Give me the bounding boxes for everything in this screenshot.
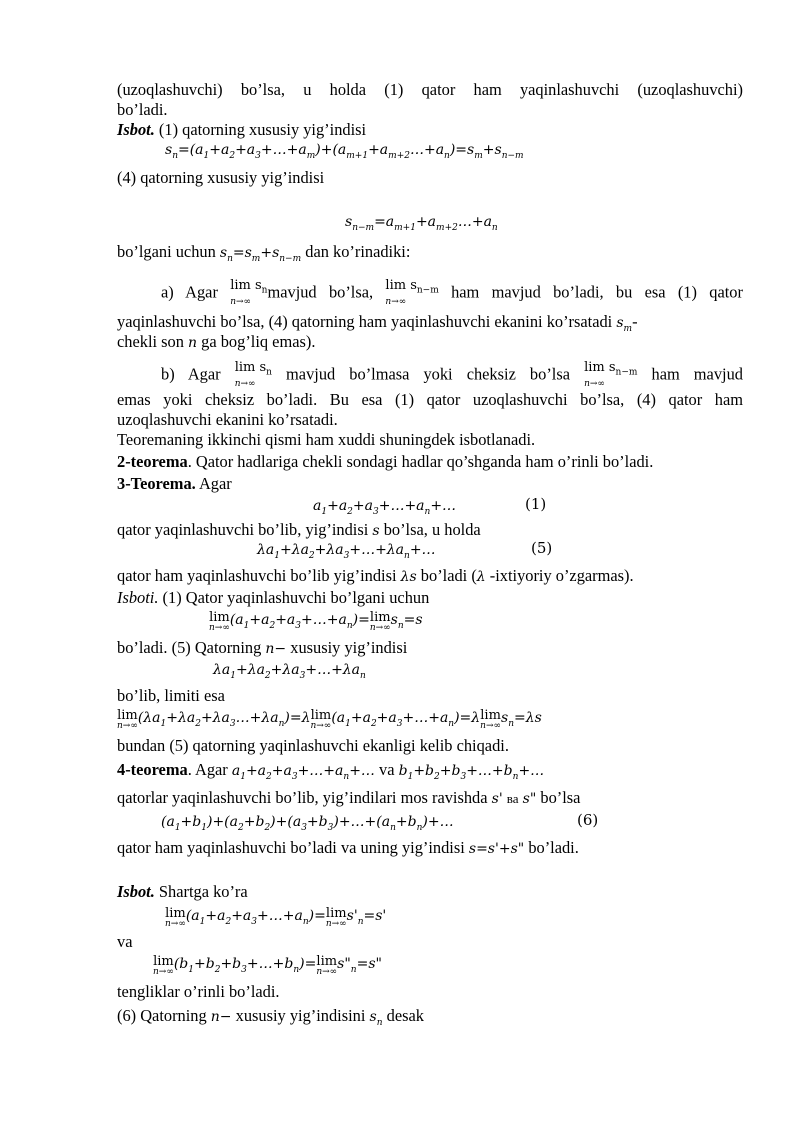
text-line bbox=[117, 588, 429, 608]
inline-formula: $a_1+a_2+a_3+\dots+a_n+\dots$ bbox=[231, 763, 375, 782]
text-span: Shartga ko’ra bbox=[158, 882, 248, 901]
text-line: bo’ladi. bbox=[117, 100, 168, 119]
text-line: emas yoki cheksiz bo’ladi. Bu esa (1) qator uzoqlashuvchi bo’lsa, (4) qator ham bbox=[117, 390, 743, 409]
text-span: bo’ladi ( bbox=[420, 566, 477, 585]
text-line: (uzoqlashuvchi) bo’lsa, u holda (1) qator ham yaqinlashuvchi (uzoqlashuvchi) bbox=[117, 80, 743, 99]
inline-formula: $s_n=s_m+s_{n-m}$ bbox=[219, 245, 302, 264]
limit-expr: $\lim s_{n-m}$ n→∞ bbox=[385, 278, 439, 307]
text-span: mavjud bo’lsa, bbox=[267, 282, 374, 302]
text-span: xususiy yig’indisi bbox=[290, 638, 408, 657]
text-span: ham mavjud bo’ladi, bu esa (1) qator bbox=[451, 282, 743, 302]
text-line: (4) qatorning xususiy yig’indisi bbox=[117, 168, 325, 187]
limit-expr: $\lim s_{n-m}$ n→∞ bbox=[584, 360, 638, 389]
formula-remainder-sum: $s_{n-m}=a_{m+1}+a_{m+2}\dots+a_n$ bbox=[345, 214, 498, 233]
text-span: qator ham yaqinlashuvchi bo’ladi va uning yig’indisi bbox=[117, 838, 465, 857]
text-span: bo’lsa, u holda bbox=[383, 520, 481, 539]
inline-formula: n bbox=[188, 335, 198, 351]
formula-limit-lambda: lim n→∞ $(\lambda a_1+\lambda a_2+\lambda a_3\dots+\lambda a_n)=\lambda\lim$ n→∞ $(a_1+a_2+a_3+\dots+a_n)=\lambda\lim$ n→∞ $s_n=\lambda s$ bbox=[117, 708, 542, 731]
inline-formula: λs bbox=[400, 569, 417, 585]
proof-label: Isboti. bbox=[117, 588, 159, 607]
text-span: b) Agar bbox=[161, 364, 221, 384]
inline-formula: s" bbox=[522, 791, 537, 807]
text-span: . Qator hadlariga chekli sondagi hadlar qo’shganda ham o’rinli bo’ladi. bbox=[187, 452, 654, 471]
text-line bbox=[117, 882, 248, 902]
text-line: bundan (5) qatorning yaqinlashuvchi ekanligi kelib chiqadi. bbox=[117, 736, 509, 755]
text-span: qator ham yaqinlashuvchi bo’lib yig’indisi bbox=[117, 566, 397, 585]
inline-formula: s bbox=[372, 523, 380, 539]
text-span: (1) Qator yaqinlashuvchi bo’lgani uchun bbox=[162, 588, 430, 607]
limit-expr: $\lim s_n$ n→∞ bbox=[230, 278, 268, 307]
inline-formula: $s_m$ bbox=[616, 315, 633, 334]
text-span: chekli son bbox=[117, 332, 184, 351]
text-span: bo’lsa bbox=[540, 788, 581, 807]
text-span: bo’ladi. (5) Qatorning bbox=[117, 638, 262, 657]
formula-limit-a: lim n→∞ $(a_1+a_2+a_3+\dots+a_n)=\lim$ n→∞ $s'_n=s'$ bbox=[165, 906, 387, 929]
text-line bbox=[117, 788, 580, 809]
formula-series-1: $a_1+a_2+a_3+\dots+a_n+\dots$ bbox=[313, 498, 457, 517]
inline-formula: s=s'+s" bbox=[468, 841, 525, 857]
text-line: yaqinlashuvchi bo’lsa, (4) qatorning ham yaqinlashuvchi ekanini ko’rsatadi $s_m-$ bbox=[117, 312, 638, 334]
text-span: Agar bbox=[198, 474, 232, 493]
text-line bbox=[117, 520, 481, 541]
text-line: Teoremaning ikkinchi qismi ham xuddi shuningdek isbotlanadi. bbox=[117, 430, 536, 449]
text-line bbox=[117, 760, 544, 787]
text-span: yaqinlashuvchi bo’lsa, (4) qatorning ham yaqinlashuvchi ekanini ko’rsatadi bbox=[117, 312, 613, 331]
text-line bbox=[117, 242, 410, 269]
text-line bbox=[117, 474, 232, 494]
inline-formula: $s_n$ bbox=[369, 1009, 383, 1028]
theorem-label: 4-teorema bbox=[117, 760, 188, 779]
formula-limit-b: lim n→∞ $(b_1+b_2+b_3+\dots+b_n)=\lim$ n→∞ $s"_n=s$" bbox=[153, 954, 382, 977]
text-line bbox=[117, 1006, 424, 1033]
text-span: ham mavjud bbox=[651, 364, 743, 384]
text-span: ва bbox=[506, 791, 519, 806]
text-line: uzoqlashuvchi ekanini ko’rsatadi. bbox=[117, 410, 338, 429]
text-line: bo’lib, limiti esa bbox=[117, 686, 225, 705]
text-line bbox=[117, 566, 634, 587]
text-line bbox=[117, 638, 407, 659]
text-line bbox=[161, 362, 743, 390]
equation-tag: (5) bbox=[531, 539, 553, 557]
text-line: va bbox=[117, 932, 133, 951]
inline-formula: $b_1+b_2+b_3+\dots+b_n+\dots$ bbox=[398, 763, 545, 782]
formula-partial-sum: $s_n=(a_1+a_2+a_3+\dots+a_m)+(a_{m+1}+a_{m+2}\dots+a_n)=s_m+s_{n-m}$ bbox=[165, 142, 524, 161]
text-span: -ixtiyoriy o’zgarmas). bbox=[489, 566, 634, 585]
text-span: (6) Qatorning bbox=[117, 1006, 207, 1025]
inline-formula: s' bbox=[491, 791, 503, 807]
text-line bbox=[117, 452, 653, 472]
equation-tag: (1) bbox=[525, 495, 547, 513]
text-line bbox=[117, 838, 579, 859]
text-line bbox=[117, 332, 315, 353]
text-span: bo’ladi. bbox=[528, 838, 579, 857]
equation-tag: (6) bbox=[577, 811, 599, 829]
text-span: dan ko’rinadiki: bbox=[305, 242, 411, 261]
proof-label: Isbot. bbox=[117, 120, 155, 139]
text-span: ga bog’liq emas). bbox=[201, 332, 316, 351]
text-span: (1) qatorning xususiy yig’indisi bbox=[158, 120, 367, 139]
inline-formula: n− bbox=[210, 1009, 232, 1025]
formula-series-6: $(a_1+b_1)+(a_2+b_2)+(a_3+b_3)+\dots+(a_n+b_n)+\dots$ bbox=[161, 814, 454, 833]
text-span: desak bbox=[386, 1006, 424, 1025]
text-line: tengliklar o’rinli bo’ladi. bbox=[117, 982, 280, 1001]
proof-label: Isbot. bbox=[117, 882, 155, 901]
text-span: mavjud bo’lmasa yoki cheksiz bo’lsa bbox=[286, 364, 570, 384]
text-line bbox=[117, 120, 366, 140]
text-span: a) Agar bbox=[161, 282, 218, 302]
text-span: qator yaqinlashuvchi bo’lib, yig’indisi bbox=[117, 520, 369, 539]
formula-limit-sum: lim n→∞ $(a_1+a_2+a_3+\dots+a_n)=\lim$ n→∞ $s_n=s$ bbox=[209, 610, 423, 633]
theorem-label: 2-teorema bbox=[117, 452, 188, 471]
theorem-label: 3-Teorema. bbox=[117, 474, 196, 493]
text-span: bo’lgani uchun bbox=[117, 242, 216, 261]
formula-partial-sum-5: $\lambda a_1+\lambda a_2+\lambda a_3+\dots+\lambda a_n$ bbox=[213, 662, 366, 681]
limit-expr: $\lim s_n$ n→∞ bbox=[234, 360, 272, 389]
formula-series-5: $\lambda a_1+\lambda a_2+\lambda a_3+\dots+\lambda a_n+\dots$ bbox=[257, 542, 436, 561]
text-span: . Agar bbox=[187, 760, 228, 779]
text-span: qatorlar yaqinlashuvchi bo’lib, yig’indilari mos ravishda bbox=[117, 788, 488, 807]
text-span: va bbox=[379, 760, 395, 779]
text-line bbox=[161, 280, 743, 308]
text-span: xususiy yig’indisini bbox=[235, 1006, 366, 1025]
inline-formula: λ bbox=[476, 569, 486, 585]
inline-formula: n− bbox=[265, 641, 287, 657]
